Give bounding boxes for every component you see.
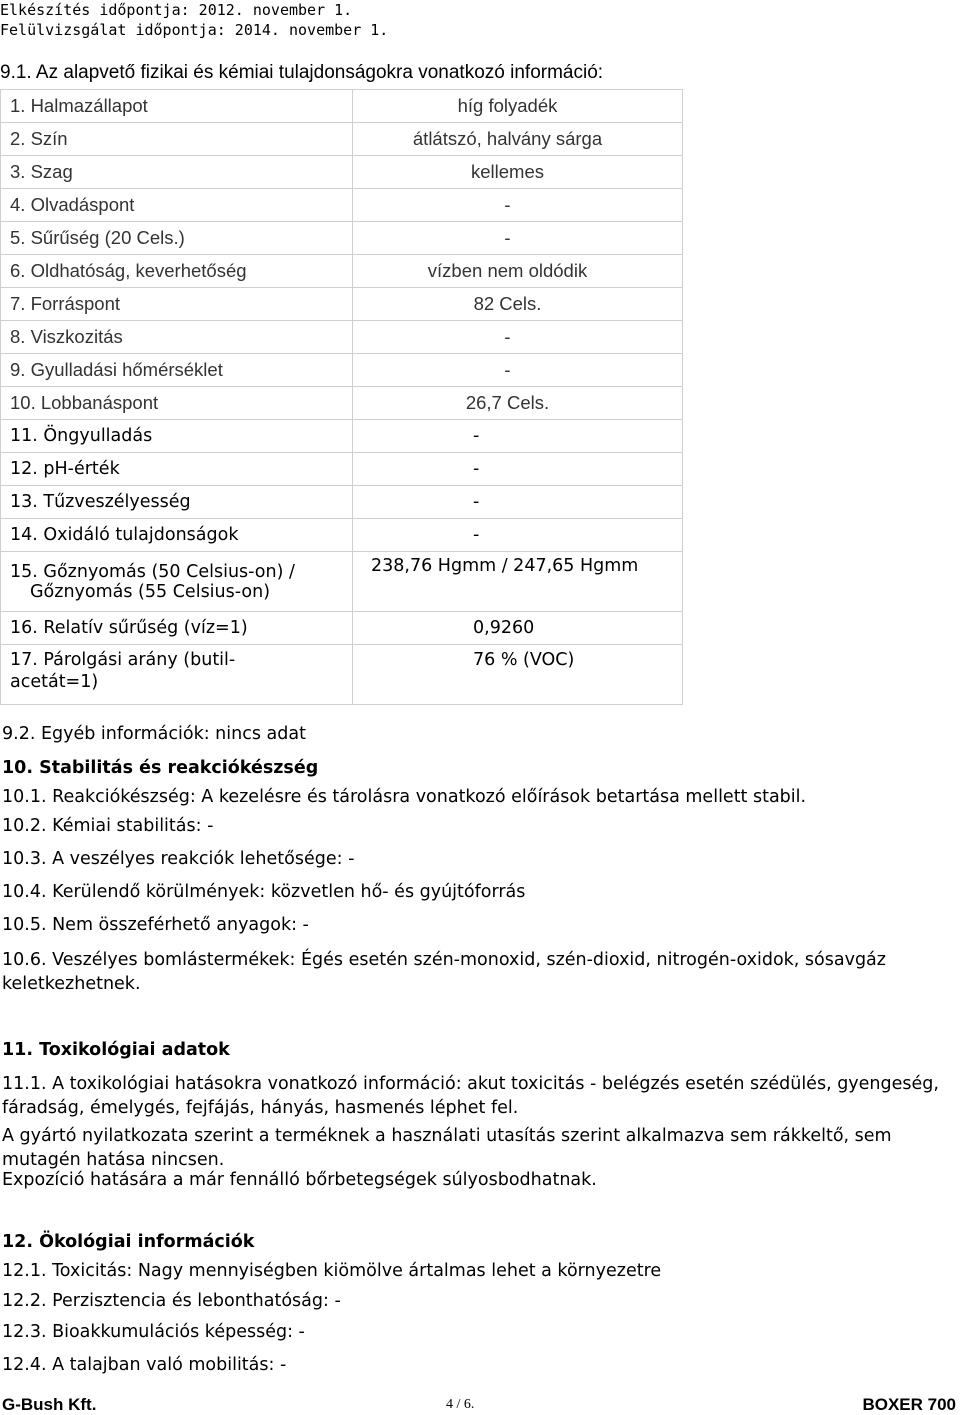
section-10-3: 10.3. A veszélyes reakciók lehetősége: - [2,849,355,869]
properties-table [0,89,683,705]
section-10-1: 10.1. Reakciókészség: A kezelésre és tárolásra vonatkozó előírások betartása mellett stabil. [2,787,807,807]
property-label: 1. Halmazállapot [1,90,353,123]
property-value: kellemes [353,156,683,189]
page-footer [0,1395,960,1415]
section-9-1-heading: 9.1. Az alapvető fizikai és kémiai tulajdonságokra vonatkozó információ: [0,62,604,83]
property-value: átlátszó, halvány sárga [353,123,683,156]
property-row [1,354,683,387]
section-11-1: 11.1. A toxikológiai hatásokra vonatkozó információ: akut toxicitás - belégzés esetén szédülés, gyengeség, fáradság, émelygés, fejfájás, hányás, hasmenés léphet fel. [2,1074,939,1118]
section-10-5: 10.5. Nem összeférhető anyagok: - [2,915,309,935]
section-12-1: 12.1. Toxicitás: Nagy mennyiségben kiömölve ártalmas lehet a környezetre [2,1261,662,1281]
property-row [1,288,683,321]
property-row [1,552,683,612]
product-name: BOXER 700 [862,1395,956,1414]
created-date: Elkészítés időpontja: 2012. november 1. [0,1,353,19]
section-12-3: 12.3. Bioakkumulációs képesség: - [2,1322,305,1342]
property-value: - [353,453,683,486]
property-row [1,486,683,519]
property-value: - [353,222,683,255]
property-label: 15. Gőznyomás (50 Celsius-on) / Gőznyomás (55 Celsius-on) [1,552,353,612]
property-value: - [353,420,683,453]
property-value: híg folyadék [353,90,683,123]
company-name: G-Bush Kft. [2,1395,97,1414]
property-label: 6. Oldhatóság, keverhetőség [1,255,353,288]
property-label: 9. Gyulladási hőmérséklet [1,354,353,387]
property-value: 26,7 Cels. [353,387,683,420]
property-label: 14. Oxidáló tulajdonságok [1,519,353,552]
section-12-2: 12.2. Perzisztencia és lebonthatóság: - [2,1291,341,1311]
property-row [1,123,683,156]
property-row [1,519,683,552]
property-value: 238,76 Hgmm / 247,65 Hgmm [353,552,683,612]
property-label: 10. Lobbanáspont [1,387,353,420]
property-label: 3. Szag [1,156,353,189]
property-label: 11. Öngyulladás [1,420,353,453]
section-9-2: 9.2. Egyéb információk: nincs adat [2,724,306,744]
property-row [1,645,683,705]
document-header [0,0,388,40]
property-value: 0,9260 [353,612,683,645]
property-value: - [353,189,683,222]
property-row [1,420,683,453]
section-12-4: 12.4. A talajban való mobilitás: - [2,1355,287,1375]
page-number: 4 / 6. [446,1397,475,1412]
property-label: 7. Forráspont [1,288,353,321]
property-row [1,156,683,189]
reviewed-date: Felülvizsgálat időpontja: 2014. november 1. [0,21,389,39]
section-10-6: 10.6. Veszélyes bomlástermékek: Égés esetén szén-monoxid, szén-dioxid, nitrogén-oxidok, sósavgáz keletkezhetnek. [2,950,886,994]
property-row [1,189,683,222]
section-10-title: 10. Stabilitás és reakciókészség [2,758,319,778]
property-value: - [353,486,683,519]
property-label: 5. Sűrűség (20 Cels.) [1,222,353,255]
section-11-exposure: Expozíció hatására a már fennálló bőrbetegségek súlyosbodhatnak. [2,1170,597,1190]
section-12-title: 12. Ökológiai információk [2,1232,255,1252]
property-label: 2. Szín [1,123,353,156]
property-value: - [353,354,683,387]
property-value: 82 Cels. [353,288,683,321]
section-10-2: 10.2. Kémiai stabilitás: - [2,816,214,836]
property-row [1,387,683,420]
property-row [1,453,683,486]
property-value: - [353,519,683,552]
section-11-statement: A gyártó nyilatkozata szerint a terméknek a használati utasítás szerint alkalmazva sem rákkeltő, sem mutagén hatása nincsen. [2,1126,892,1170]
property-value: - [353,321,683,354]
property-row [1,255,683,288]
property-row [1,90,683,123]
property-label: 8. Viszkozitás [1,321,353,354]
property-value: vízben nem oldódik [353,255,683,288]
section-10-4: 10.4. Kerülendő körülmények: közvetlen hő- és gyújtóforrás [2,882,526,902]
section-11-title: 11. Toxikológiai adatok [2,1040,230,1060]
property-label: 13. Tűzveszélyesség [1,486,353,519]
property-label: 4. Olvadáspont [1,189,353,222]
property-row [1,222,683,255]
property-row [1,321,683,354]
property-label: 12. pH-érték [1,453,353,486]
property-label: 17. Párolgási arány (butil- acetát=1) [1,645,353,705]
property-label: 16. Relatív sűrűség (víz=1) [1,612,353,645]
property-row [1,612,683,645]
property-value: 76 % (VOC) [353,645,683,705]
